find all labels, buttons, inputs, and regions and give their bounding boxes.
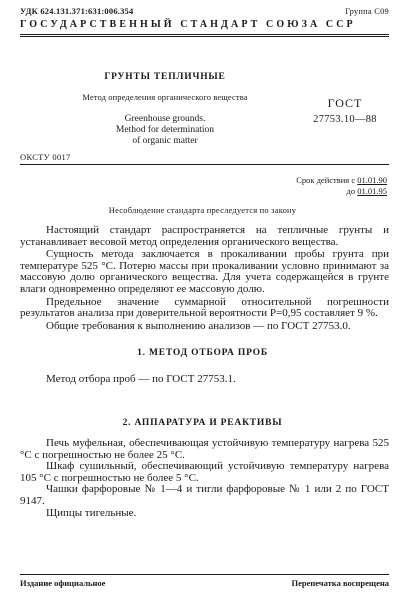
footer-official-edition: Издание официальное [20,578,106,588]
english-title-line: Greenhouse grounds. [124,114,206,124]
english-title-line: of organic matter [132,136,198,146]
footer-rule [20,574,389,575]
paragraph: Настоящий стандарт распространяется на тепличные грунты и устанавливает весовой метод определения органического вещества. [20,224,389,248]
validity-to-label: до [346,186,358,196]
method-title: Метод определения органического вещества [82,92,248,102]
okstu-code: ОКСТУ 0017 [20,152,71,162]
header-rule-bottom [20,36,389,37]
validity-to-date: 01.01.95 [357,186,387,196]
gost-number: 27753.10—88 [313,114,377,125]
paragraph: Общие требования к выполнению анализов — по ГОСТ 27753.0. [46,319,351,332]
validity-from-label: Срок действия с [296,175,358,185]
footer-reprint-notice: Перепечатка воспрещена [291,578,389,588]
section-2-text [20,438,389,519]
title-block [60,72,270,147]
group-code: Группа С09 [345,6,389,16]
validity-period [247,175,387,197]
english-title-line: Method for determination [115,125,215,135]
section-heading-1: 1. МЕТОД ОТБОРА ПРОБ [137,348,268,358]
paragraph: Печь муфельная, обеспечивающая устойчивую температуру нагрева 525 °С с погрешностью не более 25 °С. [20,437,389,461]
validity-from-date: 01.01.90 [357,175,387,185]
english-title [60,114,270,147]
validity-from [247,175,387,186]
paragraph: Чашки фарфоровые № 1—4 и тигли фарфоровые № 1 или 2 по ГОСТ 9147. [20,483,389,507]
header-rule-top [20,34,389,35]
standard-name: ГРУНТЫ ТЕПЛИЧНЫЕ [104,72,226,82]
okstu-rule [20,164,389,165]
paragraph: Предельное значение суммарной относительной погрешности результатов анализа при доверительной вероятности Р=0,95 составляет 9 %. [20,295,389,320]
gost-block [300,96,390,125]
header-line [20,6,389,18]
gost-label: ГОСТ [327,96,363,110]
paragraph: Шкаф сушильный, обеспечивающий устойчивую температуру нагрева 105 °С с погрешностью не более 5 °С. [20,460,389,484]
udk-code: УДК 624.131.371:631:006.354 [20,6,134,16]
validity-to [247,186,387,197]
standard-title: ГОСУДАРСТВЕННЫЙ СТАНДАРТ СОЮЗА ССР [20,19,356,30]
section-heading-2: 2. АППАРАТУРА И РЕАКТИВЫ [122,418,283,428]
intro-text [20,225,389,332]
legal-notice: Несоблюдение стандарта преследуется по закону [108,205,297,215]
paragraph: Щипцы тигельные. [46,506,137,519]
section-1-text: Метод отбора проб — по ГОСТ 27753.1. [46,373,236,385]
paragraph: Сущность метода заключается в прокаливании пробы грунта при температуре 525 °С. Потерю массы при прокаливании условно принимают за массовую долю органического вещества. Для учета содержащейся в грунте влаги одновременно определяют ее массовую долю. [20,248,389,295]
